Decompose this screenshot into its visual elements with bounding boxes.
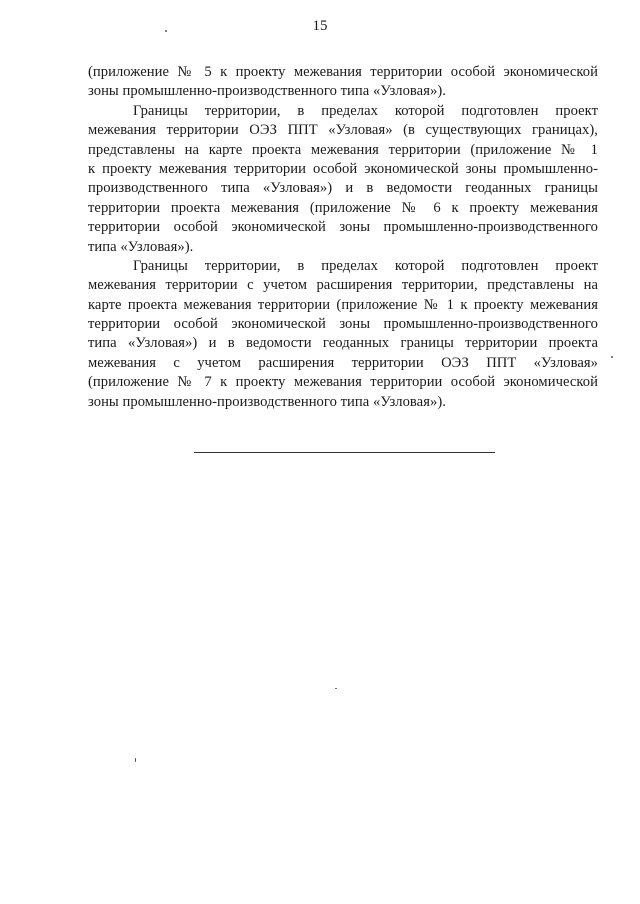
text-line: территории особой экономической зоны промышленно-производственного <box>88 219 598 236</box>
scan-speck <box>165 30 167 32</box>
text-line: зоны промышленно-производственного типа «Узловая»). <box>88 393 446 410</box>
text-line: Границы территории, в пределах которой подготовлен проект <box>133 257 598 274</box>
document-body <box>88 63 598 412</box>
text-line: к проекту межевания территории особой экономической зоны промышленно- <box>88 160 598 177</box>
paragraph-existing-boundaries <box>88 102 598 257</box>
text-line: производственного типа «Узловая») и в ведомости геоданных границы <box>88 180 598 197</box>
scan-speck <box>135 758 136 762</box>
text-line: карте проекта межевания территории (приложение № 1 к проекту межевания <box>88 296 598 313</box>
text-line: Границы территории, в пределах которой подготовлен проект <box>133 102 598 119</box>
paragraph-continuation <box>88 63 598 102</box>
text-line: зоны промышленно-производственного типа «Узловая»). <box>88 83 446 100</box>
page-number: 15 <box>312 18 328 34</box>
scan-speck <box>335 688 337 689</box>
text-line: типа «Узловая»). <box>88 238 194 255</box>
text-line: (приложение № 7 к проекту межевания территории особой экономической <box>88 374 598 391</box>
text-line: представлены на карте проекта межевания территории (приложение № 1 <box>88 141 598 158</box>
text-line: межевания территории ОЭЗ ППТ «Узловая» (в существующих границах), <box>88 122 598 139</box>
paragraph-expansion-boundaries <box>88 257 598 412</box>
end-separator-line <box>194 452 495 453</box>
text-line: межевания с учетом расширения территории ОЭЗ ППТ «Узловая» <box>88 354 598 371</box>
text-line: территории проекта межевания (приложение № 6 к проекту межевания <box>88 199 598 216</box>
text-line: типа «Узловая») и в ведомости геоданных границы территории проекта <box>88 335 598 352</box>
scan-speck <box>611 356 613 358</box>
text-line: территории особой экономической зоны промышленно-производственного <box>88 316 598 333</box>
text-line: (приложение № 5 к проекту межевания территории особой экономической <box>88 64 598 80</box>
text-line: межевания территории с учетом расширения территории, представлены на <box>88 277 598 294</box>
